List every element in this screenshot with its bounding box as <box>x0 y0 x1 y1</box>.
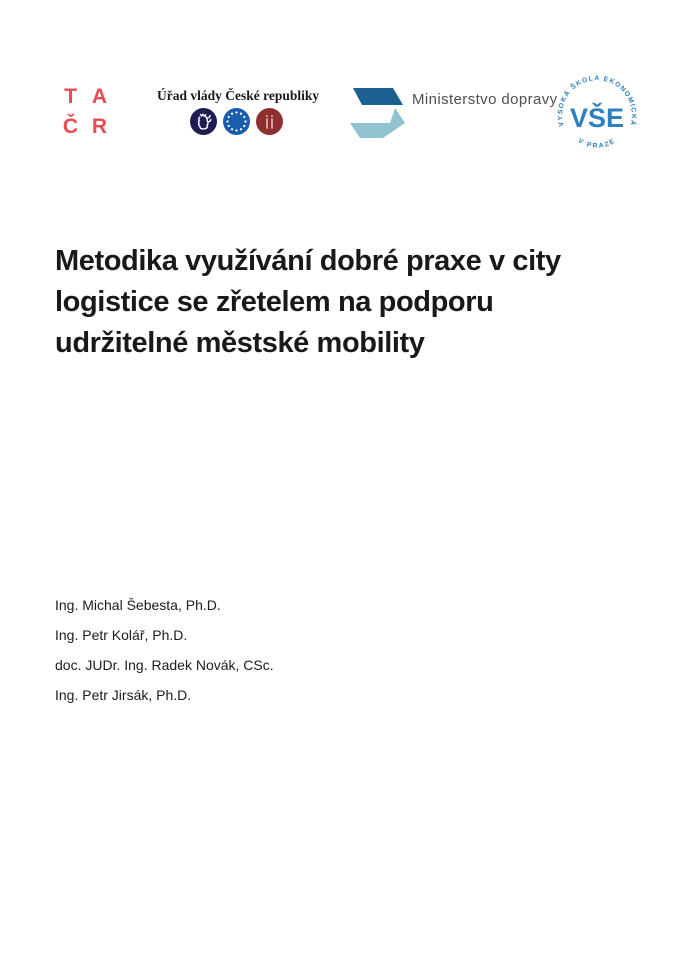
tacr-letter: R <box>91 115 108 138</box>
vse-arc-top-text: VYSOKÁ ŠKOLA EKONOMICKÁ <box>557 75 637 127</box>
vse-monogram: VŠE <box>569 103 625 133</box>
government-office-title: Úřad vlády České republiky <box>157 88 320 103</box>
ministry-transport-label: Ministerstvo dopravy <box>412 91 558 108</box>
tacr-letter: T <box>64 85 77 108</box>
czech-lion-icon <box>190 108 217 135</box>
ministry-transport-icon <box>340 80 410 150</box>
title-line: udržitelné městské mobility <box>55 327 425 359</box>
author-name: Ing. Petr Jirsák, Ph.D. <box>55 687 192 703</box>
title-line: logistice se zřetelem na podporu <box>55 286 494 318</box>
title-line: Metodika využívání dobré praxe v city <box>55 245 561 277</box>
document-title <box>55 241 561 364</box>
author-name: Ing. Petr Kolář, Ph.D. <box>55 627 188 643</box>
tacr-letter: Č <box>62 115 79 138</box>
government-office-emblems <box>157 108 315 135</box>
eu-stars-icon <box>223 108 250 135</box>
svg-text:V PRAZE <box>577 137 617 149</box>
vse-logo <box>553 73 641 165</box>
author-name: Ing. Michal Šebesta, Ph.D. <box>55 597 221 613</box>
tacr-letter: A <box>91 85 108 108</box>
tacr-logo <box>56 82 114 142</box>
government-office-logo <box>157 88 320 135</box>
vse-arc-bottom-text: V PRAZE <box>576 137 618 150</box>
authors-list <box>55 590 274 710</box>
author-name: doc. JUDr. Ing. Radek Novák, CSc. <box>55 657 274 673</box>
linden-pillars-icon <box>256 108 283 135</box>
